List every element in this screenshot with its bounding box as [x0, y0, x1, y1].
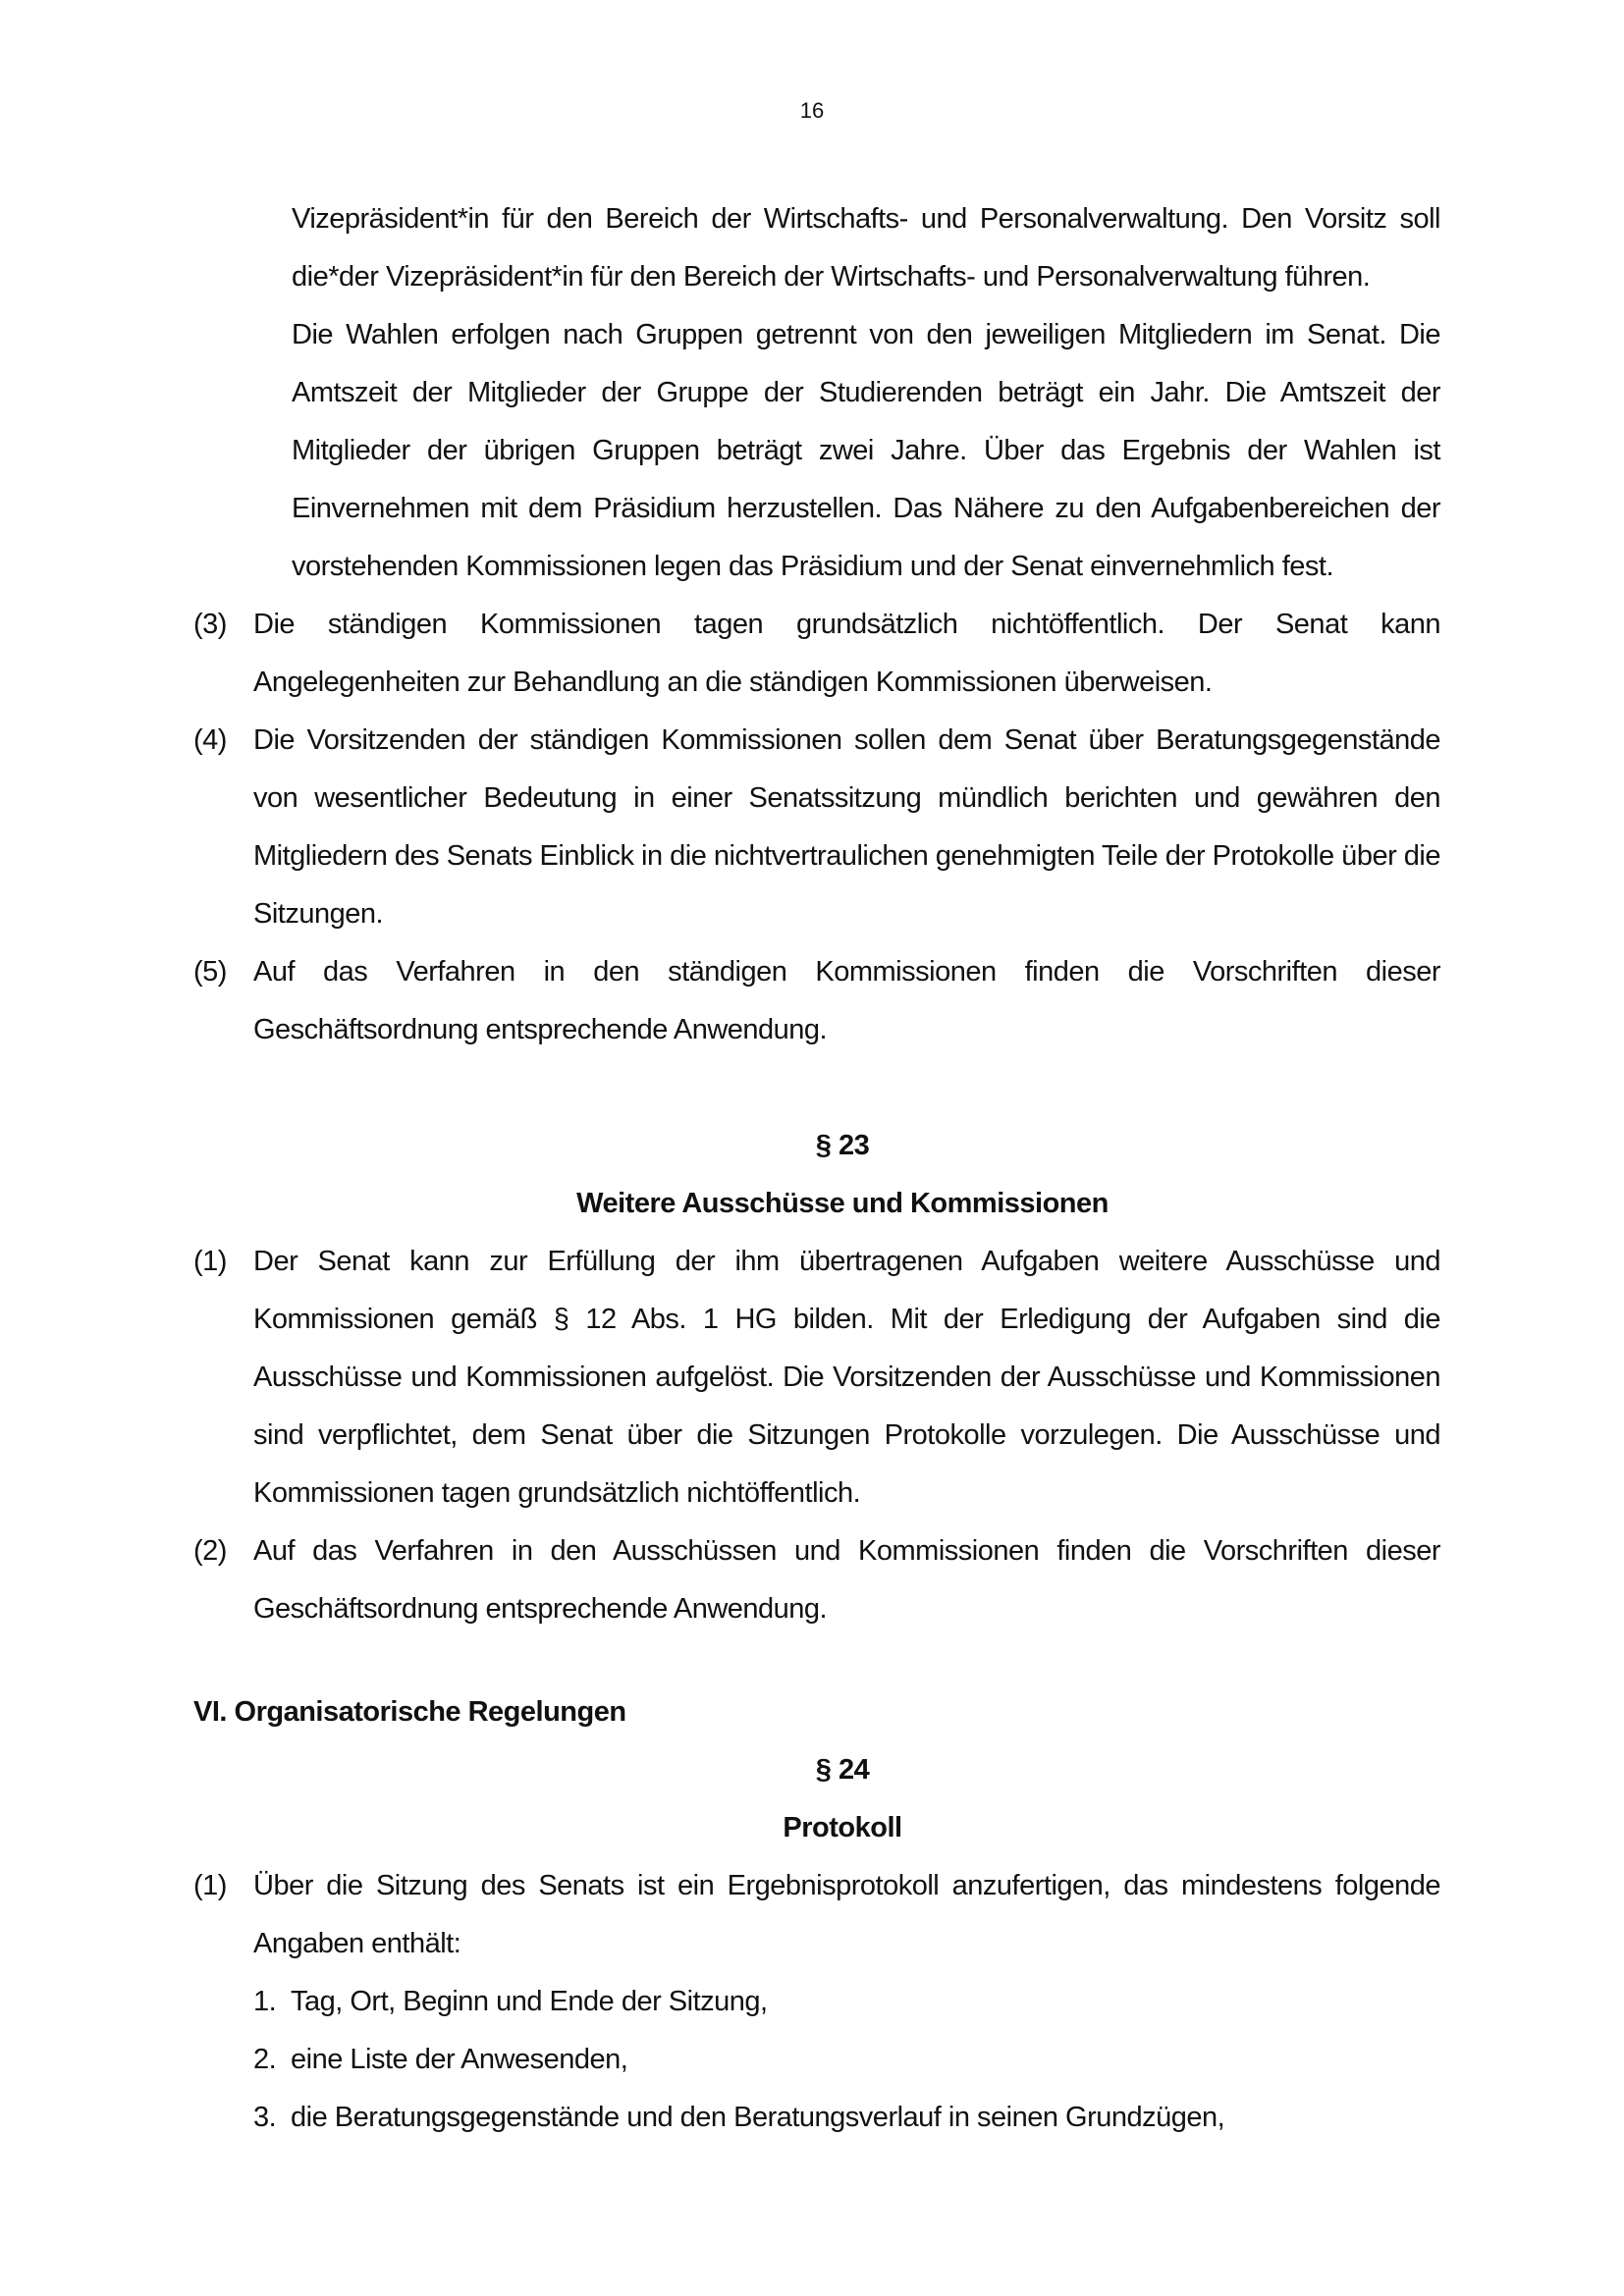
list-item-number: 2.: [253, 2044, 277, 2075]
list-item-text: Tag, Ort, Beginn und Ende der Sitzung,: [291, 1986, 768, 2017]
subsection-number: (1): [193, 1870, 227, 1901]
subsection-item: [193, 712, 1440, 943]
subsection-number: (3): [193, 609, 227, 640]
list-item: [253, 1973, 1440, 2031]
continuation-paragraph: Die Wahlen erfolgen nach Gruppen getrennt von den jeweiligen Mitgliedern im Senat. Die Amtszeit der Mitglieder der Gruppe der Studierenden beträgt ein Jahr. Die Amtszeit der Mitglieder der übrigen Gruppen beträgt zwei Jahre. Über das Ergebnis der Wahlen ist Einvernehmen mit dem Präsidium herzustellen. Das Nähere zu den Aufgabenbereichen der vorstehenden Kommissionen legen das Präsidium und der Senat einvernehmlich fest.: [292, 319, 1440, 582]
list-item: [253, 2031, 1440, 2089]
subsection-text: Auf das Verfahren in den ständigen Kommissionen finden die Vorschriften dieser Geschäftsordnung entsprechende Anwendung.: [253, 956, 1440, 1045]
subsection-text: Die ständigen Kommissionen tagen grundsätzlich nichtöffentlich. Der Senat kann Angelegenheiten zur Behandlung an die ständigen Kommissionen überweisen.: [253, 609, 1440, 698]
subsection-item: [193, 596, 1440, 712]
subsection-item: [193, 943, 1440, 1059]
subsection-text: Auf das Verfahren in den Ausschüssen und Kommissionen finden die Vorschriften dieser Geschäftsordnung entsprechende Anwendung.: [253, 1535, 1440, 1625]
list-item-number: 1.: [253, 1986, 277, 2017]
section-number: § 24: [815, 1754, 870, 1786]
list-item-text: die Beratungsgegenstände und den Beratungsverlauf in seinen Grundzügen,: [291, 2102, 1225, 2133]
subsection-number: (2): [193, 1535, 227, 1567]
subsection-text: Über die Sitzung des Senats ist ein Ergebnisprotokoll anzufertigen, das mindestens folgende Angaben enthält:: [253, 1870, 1440, 1959]
subsection-text: Die Vorsitzenden der ständigen Kommissionen sollen dem Senat über Beratungsgegenstände von wesentlicher Bedeutung in einer Senatssitzung mündlich berichten und gewähren den Mitgliedern des Senats Einblick in die nichtvertraulichen genehmigten Teile der Protokolle über die Sitzungen.: [253, 724, 1440, 930]
subsection-item: [193, 1522, 1440, 1638]
subsection-text: Der Senat kann zur Erfüllung der ihm übertragenen Aufgaben weitere Ausschüsse und Kommissionen gemäß § 12 Abs. 1 HG bilden. Mit der Erledigung der Aufgaben sind die Ausschüsse und Kommissionen aufgelöst. Die Vorsitzenden der Ausschüsse und Kommissionen sind verpflichtet, dem Senat über die Sitzungen Protokolle vorzulegen. Die Ausschüsse und Kommissionen tagen grundsätzlich nichtöffentlich.: [253, 1246, 1440, 1509]
document-body: [193, 190, 1440, 2147]
section-title: Weitere Ausschüsse und Kommissionen: [576, 1188, 1109, 1219]
section-title: Protokoll: [783, 1812, 902, 1843]
subsection-number: (5): [193, 956, 227, 988]
list-item: [253, 2089, 1440, 2147]
list-item-number: 3.: [253, 2102, 277, 2133]
subsection-number: (4): [193, 724, 227, 756]
section-number: § 23: [815, 1130, 870, 1161]
list-item-text: eine Liste der Anwesenden,: [291, 2044, 628, 2075]
page-number: 16: [799, 98, 825, 123]
continuation-paragraph: Vizepräsident*in für den Bereich der Wirtschafts- und Personalverwaltung. Den Vorsitz soll die*der Vizepräsident*in für den Bereich der Wirtschafts- und Personalverwaltung führen.: [292, 203, 1440, 293]
part-heading: VI. Organisatorische Regelungen: [193, 1696, 626, 1728]
subsection-item: [193, 1857, 1440, 1973]
subsection-number: (1): [193, 1246, 227, 1277]
subsection-item: [193, 1233, 1440, 1522]
